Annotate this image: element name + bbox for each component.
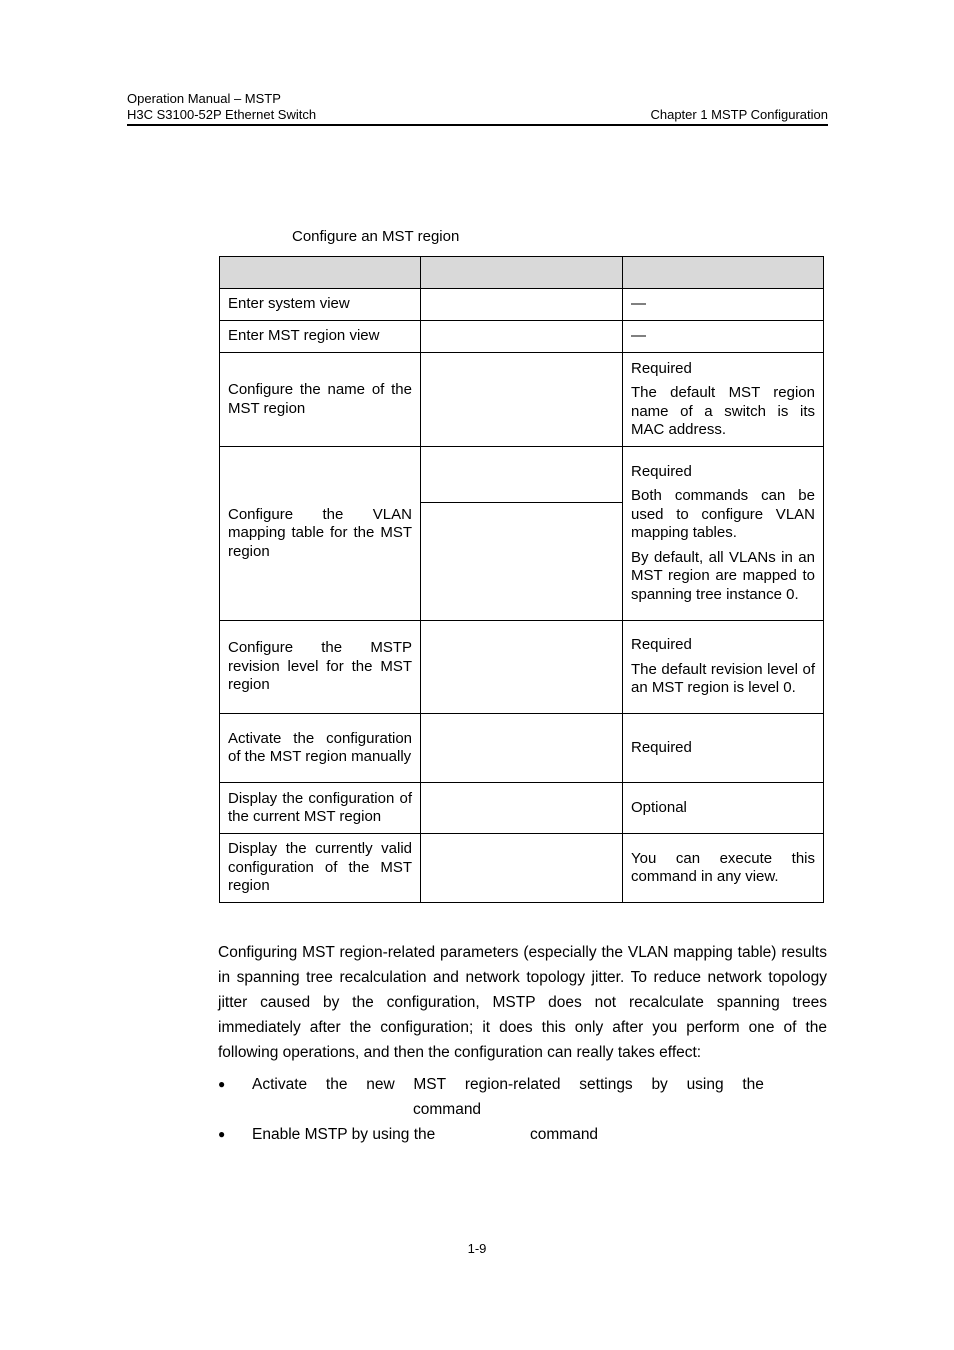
- bullet-word: MST: [413, 1076, 447, 1093]
- table-row: [220, 321, 824, 353]
- remarks-text: The default MST region name of a switch is its MAC address.: [631, 384, 815, 438]
- operation-cell: Display the configuration of the current MST region: [220, 783, 421, 834]
- command-cell: [421, 289, 623, 321]
- bullet-text-continuation: command: [413, 1101, 482, 1118]
- remarks-cell: Required: [623, 714, 824, 783]
- command-cell: [421, 503, 623, 621]
- remarks-cell: [623, 447, 824, 621]
- command-cell: [421, 621, 623, 714]
- table-caption: Configure an MST region: [292, 228, 460, 245]
- command-cell: [421, 353, 623, 447]
- table-row: [220, 353, 824, 447]
- remarks-text: Required: [631, 636, 692, 654]
- table-row: [220, 783, 824, 834]
- command-cell: [421, 321, 623, 353]
- bullet-text-line: [252, 1072, 764, 1097]
- remarks-text: By default, all VLANs in an MST region are mapped to spanning tree instance 0.: [631, 548, 815, 603]
- command-cell: [421, 834, 623, 903]
- operation-cell: Configure the name of the MST region: [220, 353, 421, 447]
- remarks-cell: Optional: [623, 783, 824, 834]
- table-header-row: [220, 257, 824, 289]
- bullet-icon: ●: [218, 1127, 226, 1141]
- operation-cell: Configure the VLAN mapping table for the MST region: [220, 447, 421, 621]
- bullet-word: settings: [579, 1076, 633, 1093]
- remarks-text: Required: [631, 359, 692, 377]
- command-cell: [421, 714, 623, 783]
- operation-cell: Display the currently valid configuration of the MST region: [220, 834, 421, 903]
- bullet-word: using: [686, 1076, 724, 1093]
- page-number: 1-9: [467, 1241, 487, 1256]
- manual-title: Operation Manual – MSTP: [127, 91, 281, 106]
- operation-cell: Enter MST region view: [220, 321, 421, 353]
- bullet-word: the: [742, 1076, 764, 1093]
- table-row: [220, 289, 824, 321]
- remarks-cell: [623, 621, 824, 714]
- command-cell: [421, 783, 623, 834]
- remarks-text: Both commands can be used to configure VLAN mapping tables.: [631, 487, 815, 542]
- bullet-command-word: command: [530, 1126, 599, 1143]
- list-item: [218, 1122, 827, 1147]
- bullet-word: Activate: [252, 1076, 308, 1093]
- bullet-word: by: [651, 1076, 668, 1093]
- config-table: [219, 256, 824, 903]
- bullet-word: the: [325, 1076, 348, 1093]
- operation-cell: Enter system view: [220, 289, 421, 321]
- remarks-cell: You can execute this command in any view.: [623, 834, 824, 903]
- table-row: [220, 447, 824, 503]
- bullet-word: new: [366, 1076, 395, 1093]
- header-cell-remarks: [623, 257, 824, 289]
- body-paragraph: Configuring MST region-related parameters (especially the VLAN mapping table) results in spanning tree recalculation and network topology jitter. To reduce network topology jitter caused by the configuration, MSTP does not recalculate spanning trees immediately after the configuration; it does this only after you perform one of the following operations, and then the configuration can really takes effect:: [218, 944, 827, 1061]
- bullet-icon: ●: [218, 1077, 226, 1091]
- bullet-text: Enable MSTP by using the: [252, 1126, 436, 1143]
- product-name: H3C S3100-52P Ethernet Switch: [127, 107, 317, 122]
- table-row: [220, 834, 824, 903]
- operation-cell: Activate the configuration of the MST region manually: [220, 714, 421, 783]
- chapter-title: Chapter 1 MSTP Configuration: [650, 107, 828, 122]
- remarks-cell: [623, 353, 824, 447]
- remarks-text: Required: [631, 462, 692, 480]
- operation-cell: Configure the MSTP revision level for the MST region: [220, 621, 421, 714]
- header-left: [127, 91, 316, 123]
- header-divider: [127, 124, 828, 126]
- table-row: [220, 621, 824, 714]
- header-cell-operation: [220, 257, 421, 289]
- remarks-cell: —: [623, 289, 824, 321]
- remarks-cell: —: [623, 321, 824, 353]
- table-row: [220, 714, 824, 783]
- list-item: [218, 1072, 827, 1122]
- command-cell: [421, 447, 623, 503]
- bullet-word: region-related: [464, 1076, 561, 1093]
- remarks-text: The default revision level of an MST region is level 0.: [631, 660, 815, 697]
- header-cell-command: [421, 257, 623, 289]
